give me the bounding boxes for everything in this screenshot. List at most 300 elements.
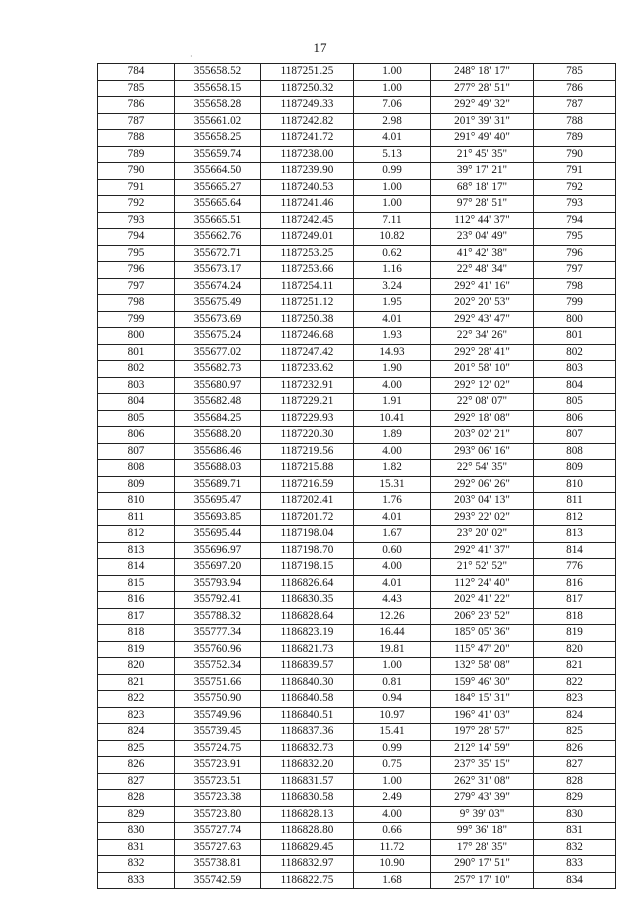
x-coordinate-cell: 355665.27 (175, 179, 261, 196)
table-row (98, 443, 616, 460)
bearing-cell: 99° 36' 18" (431, 823, 534, 840)
table-row (98, 262, 616, 279)
point-id-cell: 805 (98, 410, 175, 427)
table-row (98, 856, 616, 873)
bearing-cell: 201° 58' 10" (431, 361, 534, 378)
table-row (98, 740, 616, 757)
table-row (98, 559, 616, 576)
table-row (98, 311, 616, 328)
y-coordinate-cell: 1187254.11 (261, 278, 354, 295)
bearing-cell: 203° 02' 21" (431, 427, 534, 444)
table-row (98, 658, 616, 675)
y-coordinate-cell: 1187232.91 (261, 377, 354, 394)
distance-cell: 1.00 (354, 196, 431, 213)
distance-cell: 0.62 (354, 245, 431, 262)
distance-cell: 0.81 (354, 674, 431, 691)
distance-cell: 15.31 (354, 476, 431, 493)
x-coordinate-cell: 355688.03 (175, 460, 261, 477)
distance-cell: 1.00 (354, 80, 431, 97)
y-coordinate-cell: 1187240.53 (261, 179, 354, 196)
y-coordinate-cell: 1186830.58 (261, 790, 354, 807)
x-coordinate-cell: 355788.32 (175, 608, 261, 625)
table-row (98, 212, 616, 229)
bearing-cell: 206° 23' 52" (431, 608, 534, 625)
bearing-cell: 202° 41' 22" (431, 592, 534, 609)
y-coordinate-cell: 1186828.13 (261, 806, 354, 823)
distance-cell: 1.00 (354, 64, 431, 81)
y-coordinate-cell: 1186837.36 (261, 724, 354, 741)
x-coordinate-cell: 355751.66 (175, 674, 261, 691)
distance-cell: 0.94 (354, 691, 431, 708)
bearing-cell: 115° 47' 20" (431, 641, 534, 658)
table-row (98, 97, 616, 114)
y-coordinate-cell: 1186832.73 (261, 740, 354, 757)
y-coordinate-cell: 1187241.46 (261, 196, 354, 213)
table-row (98, 163, 616, 180)
x-coordinate-cell: 355727.63 (175, 839, 261, 856)
x-coordinate-cell: 355664.50 (175, 163, 261, 180)
table-row (98, 130, 616, 147)
point-id-cell: 828 (98, 790, 175, 807)
distance-cell: 4.00 (354, 377, 431, 394)
table-row (98, 64, 616, 81)
point-id-cell: 785 (98, 80, 175, 97)
distance-cell: 1.93 (354, 328, 431, 345)
point-id-cell: 810 (98, 493, 175, 510)
y-coordinate-cell: 1187202.41 (261, 493, 354, 510)
next-point-cell: 808 (534, 443, 616, 460)
table-row (98, 278, 616, 295)
point-id-cell: 806 (98, 427, 175, 444)
x-coordinate-cell: 355697.20 (175, 559, 261, 576)
next-point-cell: 800 (534, 311, 616, 328)
table-row (98, 427, 616, 444)
y-coordinate-cell: 1186832.97 (261, 856, 354, 873)
x-coordinate-cell: 355752.34 (175, 658, 261, 675)
x-coordinate-cell: 355658.25 (175, 130, 261, 147)
point-id-cell: 793 (98, 212, 175, 229)
bearing-cell: 293° 06' 16" (431, 443, 534, 460)
distance-cell: 4.01 (354, 130, 431, 147)
bearing-cell: 291° 49' 40" (431, 130, 534, 147)
distance-cell: 0.60 (354, 542, 431, 559)
distance-cell: 1.00 (354, 179, 431, 196)
y-coordinate-cell: 1187251.12 (261, 295, 354, 312)
table-row (98, 344, 616, 361)
y-coordinate-cell: 1186840.30 (261, 674, 354, 691)
distance-cell: 7.06 (354, 97, 431, 114)
next-point-cell: 831 (534, 823, 616, 840)
bearing-cell: 196° 41' 03" (431, 707, 534, 724)
point-id-cell: 804 (98, 394, 175, 411)
next-point-cell: 799 (534, 295, 616, 312)
distance-cell: 1.00 (354, 773, 431, 790)
table-row (98, 460, 616, 477)
distance-cell: 14.93 (354, 344, 431, 361)
y-coordinate-cell: 1187198.04 (261, 526, 354, 543)
x-coordinate-cell: 355675.49 (175, 295, 261, 312)
y-coordinate-cell: 1187215.88 (261, 460, 354, 477)
x-coordinate-cell: 355672.71 (175, 245, 261, 262)
table-row (98, 773, 616, 790)
distance-cell: 2.98 (354, 113, 431, 130)
distance-cell: 1.82 (354, 460, 431, 477)
point-id-cell: 821 (98, 674, 175, 691)
point-id-cell: 802 (98, 361, 175, 378)
y-coordinate-cell: 1187242.82 (261, 113, 354, 130)
next-point-cell: 788 (534, 113, 616, 130)
point-id-cell: 798 (98, 295, 175, 312)
point-id-cell: 827 (98, 773, 175, 790)
x-coordinate-cell: 355659.74 (175, 146, 261, 163)
next-point-cell: 786 (534, 80, 616, 97)
bearing-cell: 9° 39' 03" (431, 806, 534, 823)
bearing-cell: 23° 20' 02" (431, 526, 534, 543)
point-id-cell: 808 (98, 460, 175, 477)
y-coordinate-cell: 1187229.93 (261, 410, 354, 427)
distance-cell: 0.66 (354, 823, 431, 840)
point-id-cell: 811 (98, 509, 175, 526)
bearing-cell: 292° 41' 16" (431, 278, 534, 295)
point-id-cell: 812 (98, 526, 175, 543)
bearing-cell: 292° 49' 32" (431, 97, 534, 114)
x-coordinate-cell: 355677.02 (175, 344, 261, 361)
table-row (98, 509, 616, 526)
distance-cell: 1.89 (354, 427, 431, 444)
y-coordinate-cell: 1186832.20 (261, 757, 354, 774)
distance-cell: 0.75 (354, 757, 431, 774)
next-point-cell: 789 (534, 130, 616, 147)
next-point-cell: 828 (534, 773, 616, 790)
bearing-cell: 112° 44' 37" (431, 212, 534, 229)
x-coordinate-cell: 355673.69 (175, 311, 261, 328)
table-row (98, 146, 616, 163)
x-coordinate-cell: 355673.17 (175, 262, 261, 279)
x-coordinate-cell: 355665.51 (175, 212, 261, 229)
distance-cell: 0.99 (354, 163, 431, 180)
bearing-cell: 292° 12' 02" (431, 377, 534, 394)
table-row (98, 724, 616, 741)
point-id-cell: 815 (98, 575, 175, 592)
y-coordinate-cell: 1187198.15 (261, 559, 354, 576)
x-coordinate-cell: 355682.48 (175, 394, 261, 411)
bearing-cell: 292° 41' 37" (431, 542, 534, 559)
y-coordinate-cell: 1187220.30 (261, 427, 354, 444)
table-row (98, 526, 616, 543)
bearing-cell: 197° 28' 57" (431, 724, 534, 741)
table-row (98, 806, 616, 823)
y-coordinate-cell: 1186829.45 (261, 839, 354, 856)
x-coordinate-cell: 355777.34 (175, 625, 261, 642)
distance-cell: 1.91 (354, 394, 431, 411)
table-row (98, 872, 616, 889)
x-coordinate-cell: 355723.91 (175, 757, 261, 774)
table-row (98, 757, 616, 774)
next-point-cell: 810 (534, 476, 616, 493)
point-id-cell: 820 (98, 658, 175, 675)
distance-cell: 10.41 (354, 410, 431, 427)
x-coordinate-cell: 355727.74 (175, 823, 261, 840)
x-coordinate-cell: 355661.02 (175, 113, 261, 130)
table-row (98, 707, 616, 724)
table-row (98, 641, 616, 658)
bearing-cell: 21° 45' 35" (431, 146, 534, 163)
point-id-cell: 824 (98, 724, 175, 741)
y-coordinate-cell: 1187219.56 (261, 443, 354, 460)
bearing-cell: 22° 08' 07" (431, 394, 534, 411)
next-point-cell: 807 (534, 427, 616, 444)
table-row (98, 295, 616, 312)
next-point-cell: 818 (534, 608, 616, 625)
distance-cell: 4.00 (354, 443, 431, 460)
distance-cell: 1.00 (354, 658, 431, 675)
point-id-cell: 796 (98, 262, 175, 279)
point-id-cell: 784 (98, 64, 175, 81)
y-coordinate-cell: 1187246.68 (261, 328, 354, 345)
next-point-cell: 824 (534, 707, 616, 724)
point-id-cell: 823 (98, 707, 175, 724)
table-row (98, 625, 616, 642)
distance-cell: 1.90 (354, 361, 431, 378)
bearing-cell: 17° 28' 35" (431, 839, 534, 856)
point-id-cell: 792 (98, 196, 175, 213)
distance-cell: 4.01 (354, 509, 431, 526)
x-coordinate-cell: 355723.80 (175, 806, 261, 823)
bearing-cell: 184° 15' 31" (431, 691, 534, 708)
next-point-cell: 829 (534, 790, 616, 807)
y-coordinate-cell: 1186830.35 (261, 592, 354, 609)
point-id-cell: 817 (98, 608, 175, 625)
distance-cell: 5.13 (354, 146, 431, 163)
table-row (98, 691, 616, 708)
distance-cell: 4.00 (354, 806, 431, 823)
point-id-cell: 789 (98, 146, 175, 163)
next-point-cell: 793 (534, 196, 616, 213)
table-row (98, 493, 616, 510)
y-coordinate-cell: 1186822.75 (261, 872, 354, 889)
bearing-cell: 237° 35' 15" (431, 757, 534, 774)
point-id-cell: 786 (98, 97, 175, 114)
point-id-cell: 799 (98, 311, 175, 328)
distance-cell: 1.95 (354, 295, 431, 312)
next-point-cell: 797 (534, 262, 616, 279)
bearing-cell: 21° 52' 52" (431, 559, 534, 576)
distance-cell: 1.68 (354, 872, 431, 889)
x-coordinate-cell: 355658.52 (175, 64, 261, 81)
bearing-cell: 68° 18' 17" (431, 179, 534, 196)
point-id-cell: 830 (98, 823, 175, 840)
next-point-cell: 794 (534, 212, 616, 229)
next-point-cell: 825 (534, 724, 616, 741)
y-coordinate-cell: 1187238.00 (261, 146, 354, 163)
distance-cell: 1.67 (354, 526, 431, 543)
next-point-cell: 801 (534, 328, 616, 345)
x-coordinate-cell: 355723.38 (175, 790, 261, 807)
scan-mark: · (190, 52, 193, 61)
coordinate-table (97, 63, 616, 889)
x-coordinate-cell: 355723.51 (175, 773, 261, 790)
y-coordinate-cell: 1187251.25 (261, 64, 354, 81)
table-row (98, 674, 616, 691)
distance-cell: 4.00 (354, 559, 431, 576)
bearing-cell: 212° 14' 59" (431, 740, 534, 757)
x-coordinate-cell: 355738.81 (175, 856, 261, 873)
point-id-cell: 816 (98, 592, 175, 609)
bearing-cell: 185° 05' 36" (431, 625, 534, 642)
x-coordinate-cell: 355658.28 (175, 97, 261, 114)
next-point-cell: 834 (534, 872, 616, 889)
point-id-cell: 788 (98, 130, 175, 147)
table-row (98, 328, 616, 345)
bearing-cell: 292° 06' 26" (431, 476, 534, 493)
table-row (98, 113, 616, 130)
bearing-cell: 23° 04' 49" (431, 229, 534, 246)
next-point-cell: 820 (534, 641, 616, 658)
next-point-cell: 832 (534, 839, 616, 856)
bearing-cell: 277° 28' 51" (431, 80, 534, 97)
point-id-cell: 826 (98, 757, 175, 774)
bearing-cell: 292° 28' 41" (431, 344, 534, 361)
distance-cell: 11.72 (354, 839, 431, 856)
next-point-cell: 805 (534, 394, 616, 411)
table-row (98, 542, 616, 559)
distance-cell: 10.82 (354, 229, 431, 246)
y-coordinate-cell: 1186821.73 (261, 641, 354, 658)
point-id-cell: 814 (98, 559, 175, 576)
distance-cell: 0.99 (354, 740, 431, 757)
bearing-cell: 41° 42' 38" (431, 245, 534, 262)
y-coordinate-cell: 1186823.19 (261, 625, 354, 642)
y-coordinate-cell: 1187249.33 (261, 97, 354, 114)
point-id-cell: 797 (98, 278, 175, 295)
table-row (98, 476, 616, 493)
next-point-cell: 796 (534, 245, 616, 262)
next-point-cell: 816 (534, 575, 616, 592)
point-id-cell: 794 (98, 229, 175, 246)
point-id-cell: 825 (98, 740, 175, 757)
next-point-cell: 795 (534, 229, 616, 246)
next-point-cell: 812 (534, 509, 616, 526)
x-coordinate-cell: 355680.97 (175, 377, 261, 394)
point-id-cell: 818 (98, 625, 175, 642)
distance-cell: 1.16 (354, 262, 431, 279)
bearing-cell: 159° 46' 30" (431, 674, 534, 691)
y-coordinate-cell: 1187233.62 (261, 361, 354, 378)
bearing-cell: 39° 17' 21" (431, 163, 534, 180)
next-point-cell: 798 (534, 278, 616, 295)
table-row (98, 592, 616, 609)
table-row (98, 839, 616, 856)
y-coordinate-cell: 1187250.32 (261, 80, 354, 97)
x-coordinate-cell: 355689.71 (175, 476, 261, 493)
x-coordinate-cell: 355750.90 (175, 691, 261, 708)
x-coordinate-cell: 355665.64 (175, 196, 261, 213)
next-point-cell: 819 (534, 625, 616, 642)
bearing-cell: 132° 58' 08" (431, 658, 534, 675)
next-point-cell: 790 (534, 146, 616, 163)
next-point-cell: 785 (534, 64, 616, 81)
x-coordinate-cell: 355675.24 (175, 328, 261, 345)
point-id-cell: 790 (98, 163, 175, 180)
table-row (98, 377, 616, 394)
bearing-cell: 293° 22' 02" (431, 509, 534, 526)
distance-cell: 16.44 (354, 625, 431, 642)
x-coordinate-cell: 355688.20 (175, 427, 261, 444)
next-point-cell: 821 (534, 658, 616, 675)
bearing-cell: 257° 17' 10" (431, 872, 534, 889)
next-point-cell: 830 (534, 806, 616, 823)
bearing-cell: 248° 18' 17" (431, 64, 534, 81)
x-coordinate-cell: 355684.25 (175, 410, 261, 427)
distance-cell: 7.11 (354, 212, 431, 229)
distance-cell: 10.90 (354, 856, 431, 873)
y-coordinate-cell: 1187247.42 (261, 344, 354, 361)
y-coordinate-cell: 1187216.59 (261, 476, 354, 493)
distance-cell: 12.26 (354, 608, 431, 625)
next-point-cell: 814 (534, 542, 616, 559)
distance-cell: 4.01 (354, 575, 431, 592)
point-id-cell: 803 (98, 377, 175, 394)
table-row (98, 575, 616, 592)
x-coordinate-cell: 355662.76 (175, 229, 261, 246)
x-coordinate-cell: 355760.96 (175, 641, 261, 658)
bearing-cell: 202° 20' 53" (431, 295, 534, 312)
bearing-cell: 203° 04' 13" (431, 493, 534, 510)
y-coordinate-cell: 1186839.57 (261, 658, 354, 675)
next-point-cell: 833 (534, 856, 616, 873)
point-id-cell: 833 (98, 872, 175, 889)
y-coordinate-cell: 1186826.64 (261, 575, 354, 592)
x-coordinate-cell: 355686.46 (175, 443, 261, 460)
x-coordinate-cell: 355696.97 (175, 542, 261, 559)
bearing-cell: 262° 31' 08" (431, 773, 534, 790)
point-id-cell: 807 (98, 443, 175, 460)
distance-cell: 2.49 (354, 790, 431, 807)
y-coordinate-cell: 1187250.38 (261, 311, 354, 328)
next-point-cell: 776 (534, 559, 616, 576)
next-point-cell: 826 (534, 740, 616, 757)
point-id-cell: 795 (98, 245, 175, 262)
table-row (98, 229, 616, 246)
next-point-cell: 809 (534, 460, 616, 477)
point-id-cell: 791 (98, 179, 175, 196)
point-id-cell: 787 (98, 113, 175, 130)
point-id-cell: 829 (98, 806, 175, 823)
y-coordinate-cell: 1187229.21 (261, 394, 354, 411)
next-point-cell: 822 (534, 674, 616, 691)
next-point-cell: 813 (534, 526, 616, 543)
table-row (98, 80, 616, 97)
point-id-cell: 813 (98, 542, 175, 559)
bearing-cell: 290° 17' 51" (431, 856, 534, 873)
y-coordinate-cell: 1187249.01 (261, 229, 354, 246)
x-coordinate-cell: 355674.24 (175, 278, 261, 295)
x-coordinate-cell: 355695.44 (175, 526, 261, 543)
x-coordinate-cell: 355792.41 (175, 592, 261, 609)
bearing-cell: 22° 34' 26" (431, 328, 534, 345)
page-number: 17 (313, 40, 327, 55)
distance-cell: 4.43 (354, 592, 431, 609)
bearing-cell: 22° 54' 35" (431, 460, 534, 477)
x-coordinate-cell: 355693.85 (175, 509, 261, 526)
table-row (98, 394, 616, 411)
next-point-cell: 803 (534, 361, 616, 378)
x-coordinate-cell: 355724.75 (175, 740, 261, 757)
bearing-cell: 201° 39' 31" (431, 113, 534, 130)
distance-cell: 1.76 (354, 493, 431, 510)
table-row (98, 196, 616, 213)
next-point-cell: 823 (534, 691, 616, 708)
